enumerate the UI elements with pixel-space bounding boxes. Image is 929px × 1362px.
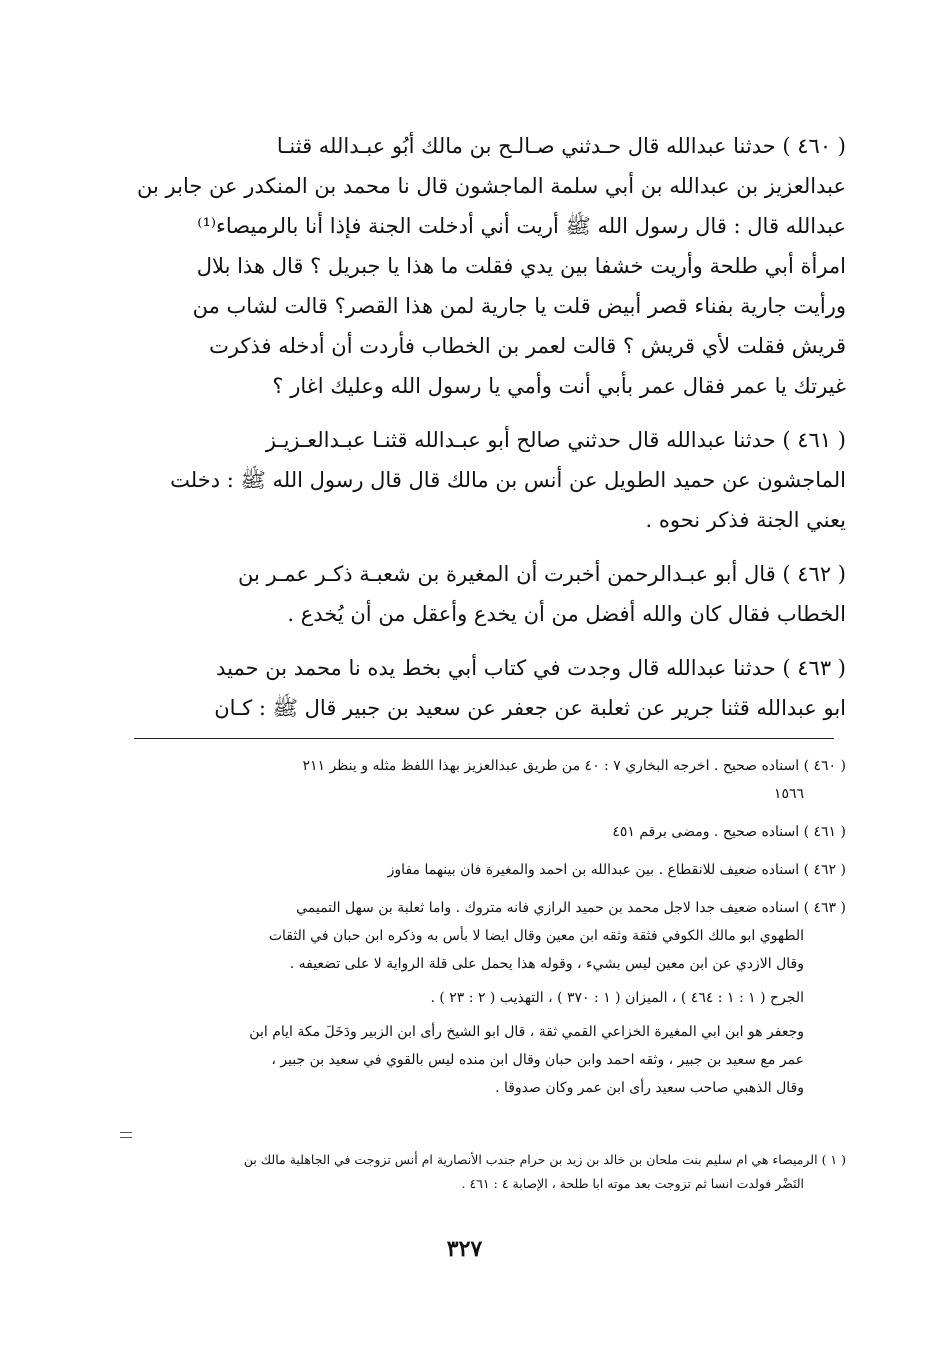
footnote-marker: [120, 1132, 132, 1138]
text-line: ( ٤٦١ ) حدثنا عبدالله قال حدثني صالح أبو عبـدالله قثنـا عبـدالعـزيـز: [265, 428, 846, 452]
note-line: ١٥٦٦: [773, 786, 804, 802]
note-line: الجرح ( ١ : ١ : ٤٦٤ ) ، الميزان ( ١ : ٣٧٠ ) ، التهذيب ( ٢ : ٢٣ ) .: [430, 990, 804, 1006]
note-line: ( ٤٦٢ ) اسناده ضعيف للانقطاع . بين عبدالله بن احمد والمغيرة فان بينهما مفاوز: [387, 862, 846, 878]
text-line: قريش فقلت لأي قريش ؟ قالت لعمر بن الخطاب فأردت أن أدخله فذكرت: [209, 334, 846, 358]
note-line: وجعفر هو ابن ابي المغيرة الخزاعي القمي ثقة ، قال ابو الشيخ رأى ابن الزبير ودَخَلَ مكة ايام ابن: [249, 1024, 804, 1040]
footnote-line: النَضْر فولدت انسا ثم تزوجت بعد موته ابا طلحة ، الإصابة ٤ : ٤٦١ .: [461, 1176, 804, 1191]
main-text: [134, 126, 846, 742]
hadith-463: [134, 648, 846, 728]
text-line: عبدالعزيز بن عبدالله بن أبي سلمة الماجشون قال نا محمد بن المنكدر عن جابر بن: [137, 174, 846, 198]
note-462: [134, 856, 846, 884]
hadith-462: [134, 554, 846, 634]
text-line: غيرتك يا عمر فقال عمر بأبي أنت وأمي يا رسول الله وعليك اغار ؟: [272, 374, 846, 398]
note-461: [134, 818, 846, 846]
text-line: ( ٤٦٠ ) حدثنا عبدالله قال حـدثني صـالـح بن مالك أبُو عبـدالله قثنـا: [276, 134, 846, 158]
text-line: يعني الجنة فذكر نحوه .: [645, 508, 846, 532]
notes-divider: [134, 738, 834, 739]
text-line: عبدالله قال : قال رسول الله ﷺ أريت أني أدخلت الجنة فإذا أنا بالرميصاء⁽¹⁾: [197, 214, 846, 238]
note-line: ( ٤٦٠ ) اسناده صحيح . اخرجه البخاري ٧ : ٤٠ من طريق عبدالعزيز بهذا اللفظ مثله و ينظر ٢١١: [302, 758, 846, 774]
text-line: ورأيت جارية بفناء قصر أبيض قلت يا جارية لمن هذا القصر؟ قالت لشاب من: [192, 294, 846, 318]
text-line: الخطاب فقال كان والله أفضل من أن يخدع وأعقل من أن يُخدع .: [287, 602, 846, 626]
note-line: وقال الازدي عن ابن معين ليس بشيء ، وقوله هذا يحمل على قلة الرواية لا على تضعيفه .: [289, 956, 804, 972]
note-line: وقال الذهبي صاحب سعيد رأى ابن عمر وكان صدوقا .: [495, 1080, 804, 1096]
text-line: ( ٤٦٢ ) قال أبو عبـدالرحمن أخبرت أن المغيرة بن شعبـة ذكـر عمـر بن: [237, 562, 846, 586]
takhrij-notes: [134, 752, 846, 1112]
page-number: ٣٢٧: [446, 1236, 483, 1262]
note-460: [134, 752, 846, 808]
hadith-460: [134, 126, 846, 406]
note-463: [134, 894, 846, 1102]
footnote-1: [134, 1148, 846, 1196]
note-line: ( ٤٦٣ ) اسناده ضعيف جدا لاجل محمد بن حميد الرازي فانه متروك . واما ثعلبة بن سهل التميمي: [296, 900, 846, 916]
note-line: عمر مع سعيد بن جبير ، وثقه احمد وابن حبان وقال ابن منده ليس بالقوي في سعيد بن جبير ،: [271, 1052, 804, 1068]
hadith-461: [134, 420, 846, 540]
footnote-line: ( ١ ) الرميصاء هي ام سليم بنت ملحان بن خالد بن زيد بن حرام جندب الأنصارية ام أنس تزوجت في الجاهلية مالك بن: [243, 1152, 846, 1167]
text-line: امرأة أبي طلحة وأريت خشفا بين يدي فقلت ما هذا يا جبريل ؟ قال هذا بلال: [196, 254, 846, 278]
text-line: ابو عبدالله قثنا جرير عن ثعلبة عن جعفر عن سعيد بن جبير قال ﷺ : كـان: [214, 696, 846, 720]
text-line: ( ٤٦٣ ) حدثنا عبدالله قال وجدت في كتاب أبي بخط يده نا محمد بن حميد: [216, 656, 846, 680]
text-line: الماجشون عن حميد الطويل عن أنس بن مالك قال قال رسول الله ﷺ : دخلت: [170, 468, 846, 492]
note-line: ( ٤٦١ ) اسناده صحيح . ومضى برقم ٤٥١: [612, 824, 846, 840]
note-line: الطهوي ابو مالك الكوفي فثقة وثقه ابن معين وقال ايضا لا بأس به وذكره ابن حبان في الثقات: [268, 928, 804, 944]
